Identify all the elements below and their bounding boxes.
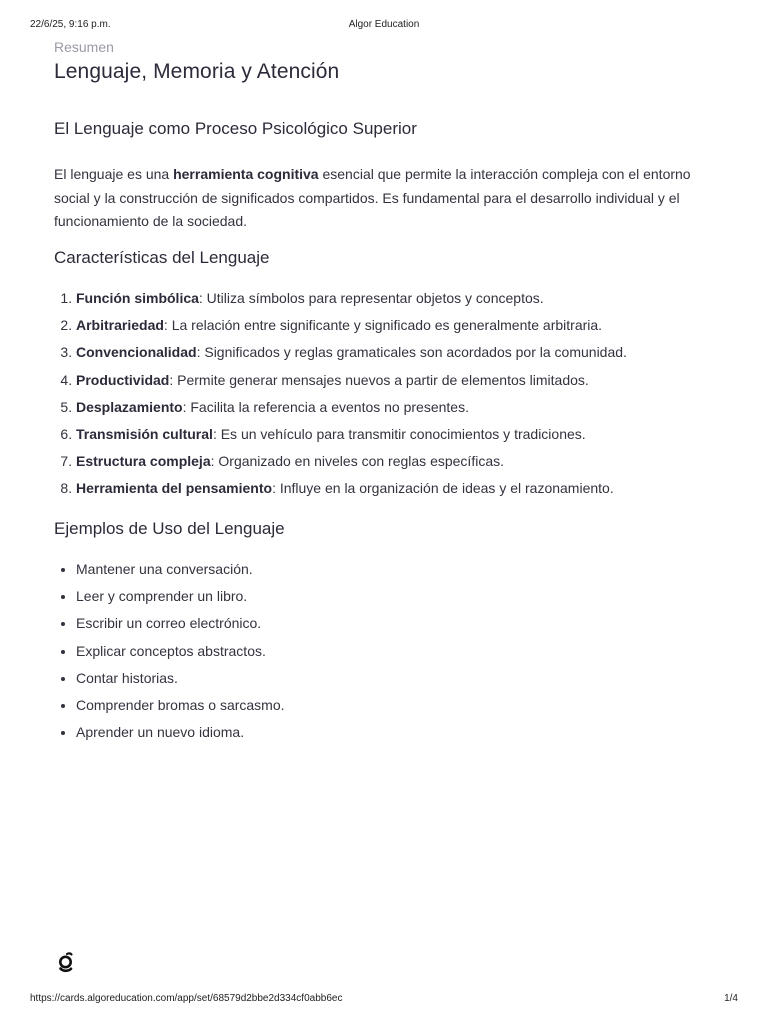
list-item: • Contar historias.	[76, 668, 746, 695]
list-item: • Aprender un nuevo idioma.	[76, 722, 746, 749]
section-heading-lenguaje-proceso: El Lenguaje como Proceso Psicológico Superior	[54, 119, 417, 138]
list-item: • Mantener una conversación.	[76, 559, 746, 586]
list-item	[76, 370, 746, 397]
list-item-text: : Organizado en niveles con reglas específicas.	[210, 453, 504, 470]
intro-text-bold: herramienta cognitiva	[173, 166, 319, 182]
list-item	[76, 451, 746, 478]
section-heading-caracteristicas: Características del Lenguaje	[54, 248, 270, 267]
intro-text-end: esencial que permite la interacción compleja con el entorno social y la construcción de significados compartidos. Es fundamental para el desarrollo individual y el funcionamiento de la sociedad.	[54, 166, 691, 229]
print-date: 22/6/25, 9:16 p.m.	[30, 19, 111, 30]
list-item-text: : Significados y reglas gramaticales son acordados por la comunidad.	[196, 344, 627, 361]
list-item-text: : Utiliza símbolos para representar objetos y conceptos.	[198, 290, 544, 306]
list-item: • Comprender bromas o sarcasmo.	[76, 695, 746, 722]
list-item-term: Herramienta del pensamiento	[76, 480, 273, 497]
list-item	[76, 288, 746, 315]
list-item	[76, 478, 746, 505]
list-item-term: Función simbólica	[76, 290, 199, 306]
list-item-term: Arbitrariedad	[76, 317, 164, 334]
list-item-text: : Influye en la organización de ideas y el razonamiento.	[272, 480, 614, 497]
list-item: • Leer y comprender un libro.	[76, 586, 746, 613]
examples-list	[54, 559, 746, 749]
list-item-text: : Facilita la referencia a eventos no presentes.	[182, 398, 469, 415]
list-item-term: Convencionalidad	[76, 344, 197, 361]
list-item	[76, 315, 746, 342]
list-item-term: Estructura compleja	[76, 453, 211, 470]
print-page-number: 1/4	[724, 993, 738, 1004]
list-item-term: Productividad	[76, 371, 170, 388]
print-site-title: Algor Education	[348, 19, 420, 30]
print-footer	[0, 993, 768, 1007]
print-header	[0, 19, 768, 33]
list-item-term: Desplazamiento	[76, 398, 183, 415]
characteristics-list	[54, 288, 746, 506]
list-item: • Explicar conceptos abstractos.	[76, 641, 746, 668]
list-item	[76, 424, 746, 451]
intro-text-start: El lenguaje es una	[54, 166, 174, 182]
document-kicker: Resumen	[54, 39, 114, 55]
document-title: Lenguaje, Memoria y Atención	[54, 60, 340, 83]
list-item	[76, 342, 746, 369]
list-item-term: Transmisión cultural	[76, 425, 213, 442]
print-url: https://cards.algoreducation.com/app/set/68579d2bbe2d334cf0abb6ec	[30, 993, 343, 1004]
list-item-text: : La relación entre significante y significado es generalmente arbitraria.	[163, 317, 603, 334]
list-item-text: : Es un vehículo para transmitir conocimientos y tradiciones.	[212, 425, 586, 442]
intro-paragraph	[54, 163, 724, 234]
list-item	[76, 397, 746, 424]
list-item-text: : Permite generar mensajes nuevos a partir de elementos limitados.	[169, 371, 589, 388]
section-heading-ejemplos: Ejemplos de Uso del Lenguaje	[54, 519, 285, 538]
list-item: • Escribir un correo electrónico.	[76, 613, 746, 640]
algor-logo-icon	[57, 952, 75, 974]
